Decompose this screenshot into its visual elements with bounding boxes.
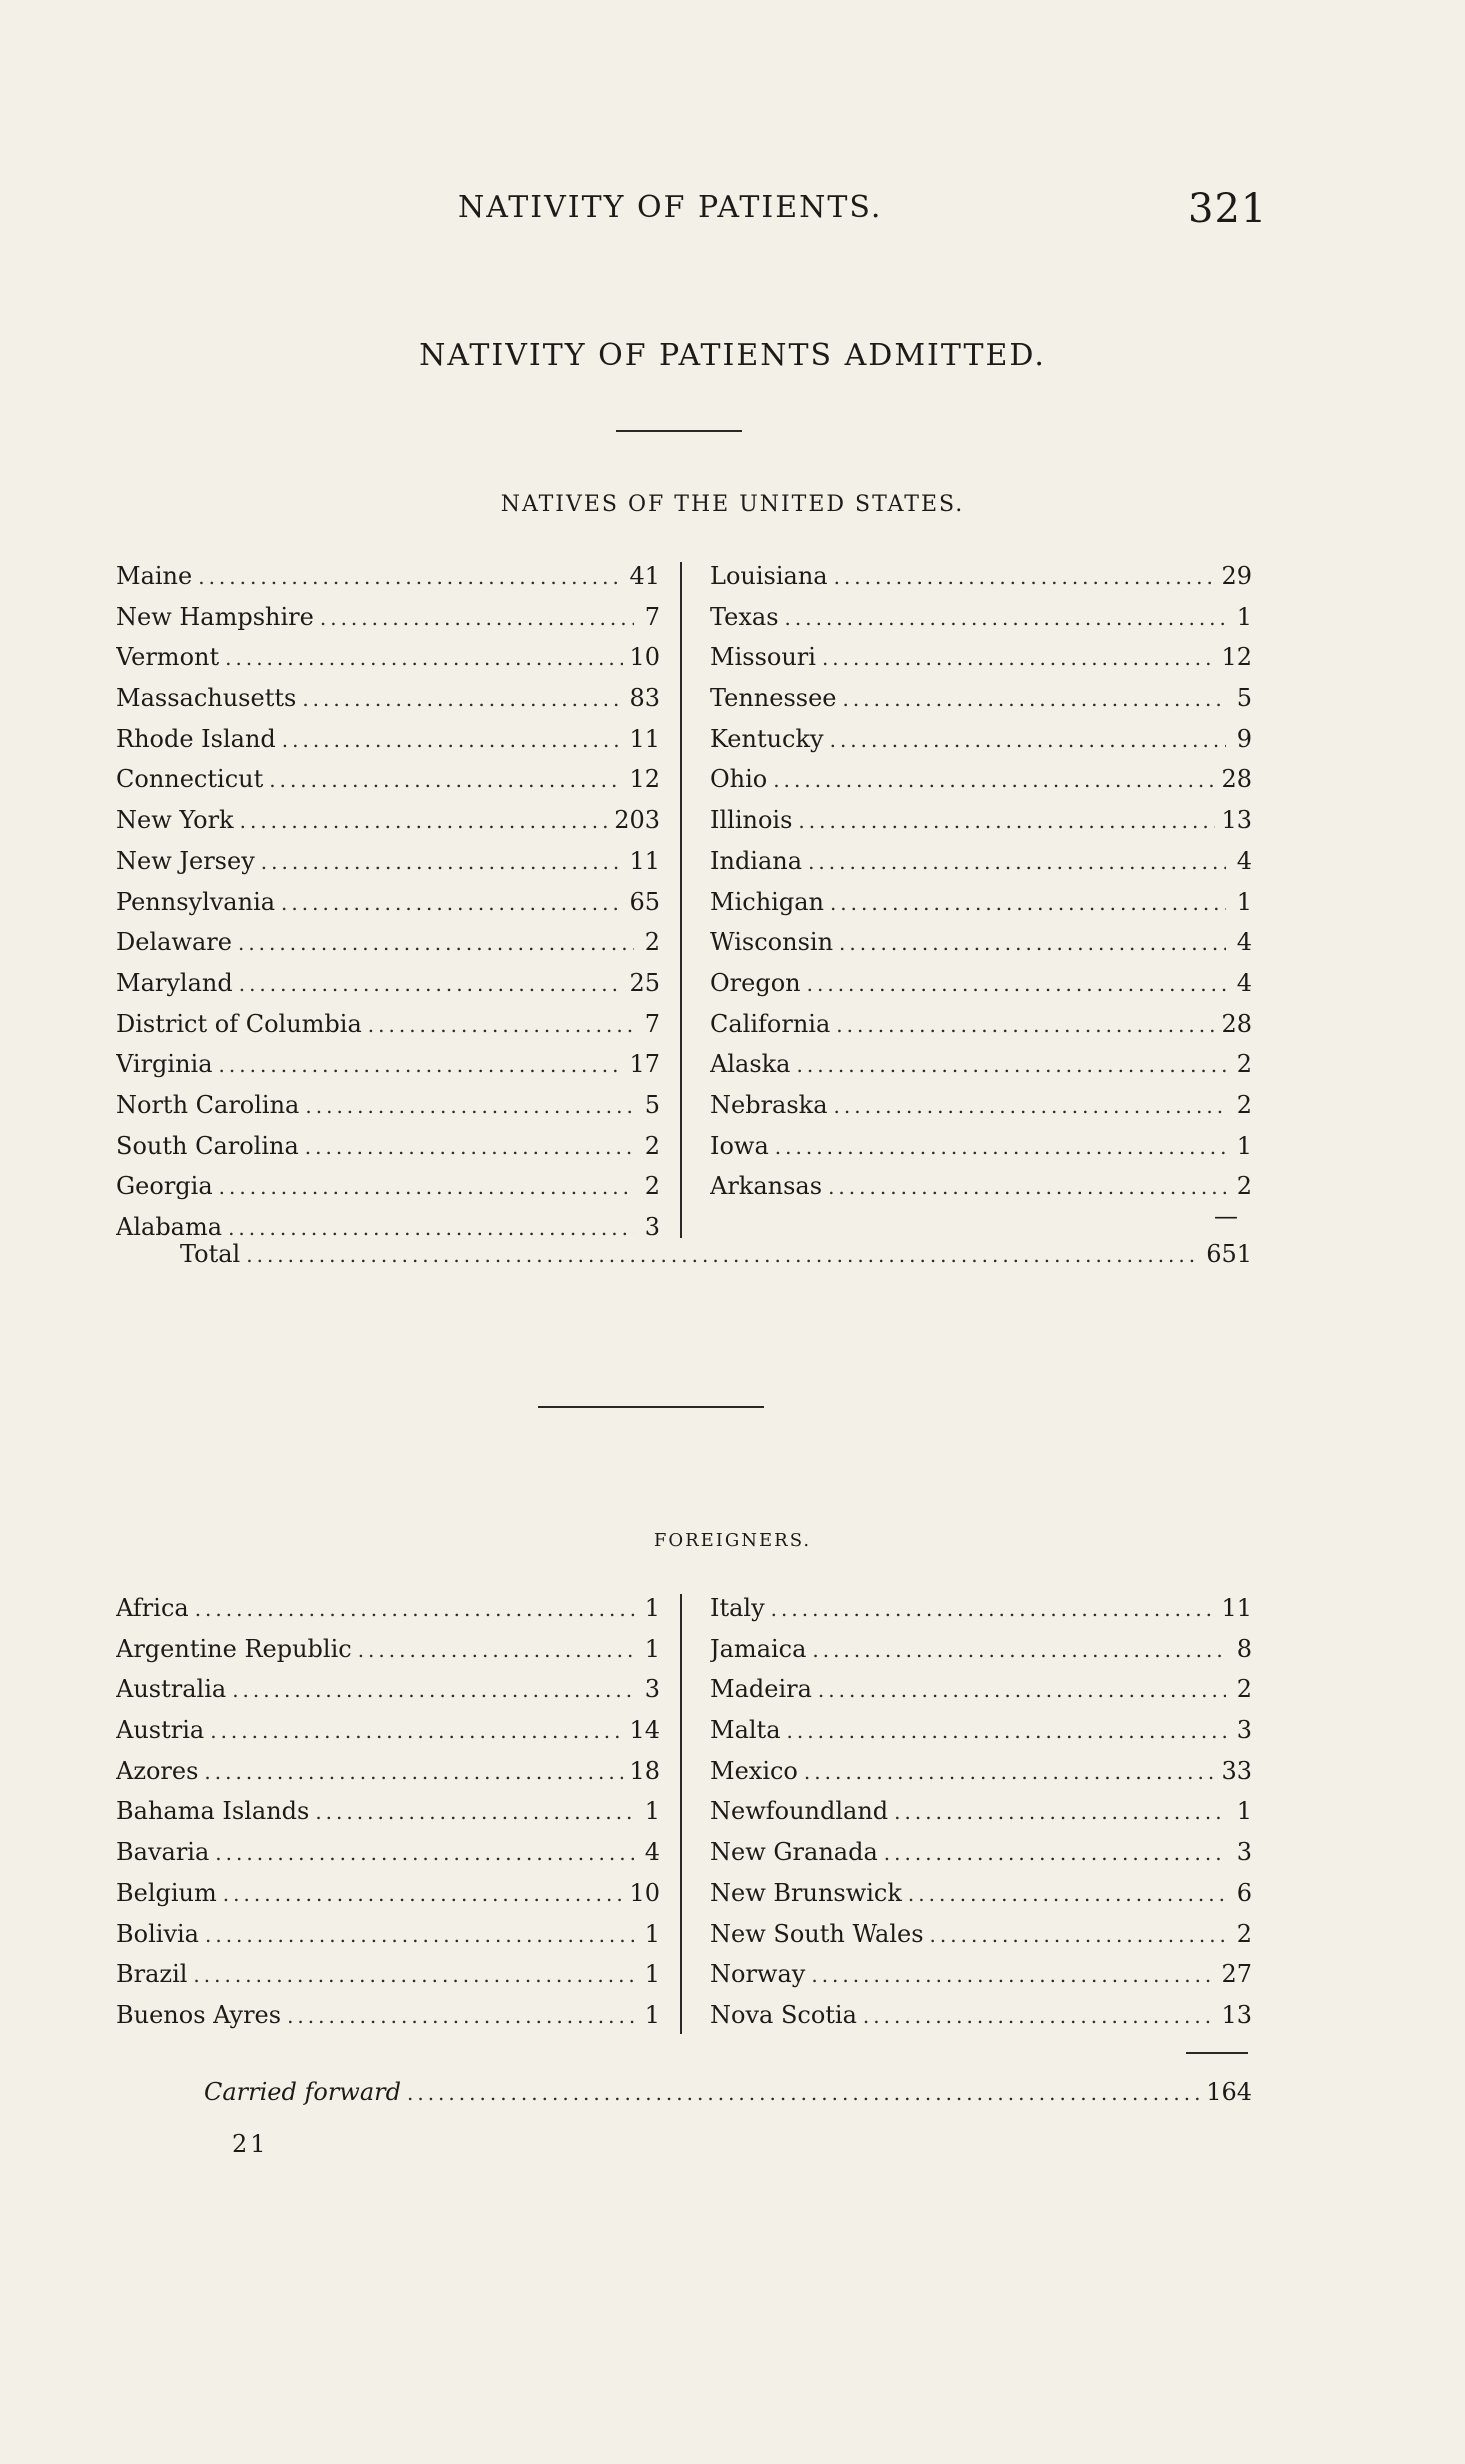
leader-dots — [320, 606, 634, 630]
patient-count: 11 — [629, 724, 660, 753]
leader-dots — [812, 1638, 1226, 1662]
place-name: Connecticut — [116, 765, 264, 794]
table-row — [116, 1838, 660, 1879]
place-name: Kentucky — [710, 724, 824, 753]
table-row — [116, 603, 660, 644]
leader-dots — [811, 1963, 1215, 1987]
table-row — [116, 1050, 660, 1091]
place-name: New York — [116, 806, 234, 835]
patient-count: 7 — [644, 602, 660, 631]
leader-dots — [830, 891, 1226, 915]
place-name: Jamaica — [710, 1634, 807, 1663]
natives-heading: NATIVES OF THE UNITED STATES. — [500, 492, 965, 517]
leader-dots — [302, 687, 623, 711]
table-row — [710, 725, 1252, 766]
leader-dots — [287, 2004, 634, 2028]
table-row — [710, 765, 1252, 806]
patient-count: 27 — [1221, 1960, 1252, 1989]
carried-value: 164 — [1206, 2078, 1252, 2106]
patient-count: 25 — [629, 968, 660, 997]
table-row — [710, 806, 1252, 847]
place-name: Mexico — [710, 1756, 798, 1785]
patient-count: 7 — [644, 1009, 660, 1038]
leader-dots — [796, 1053, 1226, 1077]
table-row — [710, 2001, 1252, 2042]
leader-dots — [884, 1841, 1226, 1865]
table-row — [710, 847, 1252, 888]
patient-count: 4 — [644, 1838, 660, 1867]
place-name: Africa — [116, 1594, 189, 1622]
patient-count: 33 — [1221, 1756, 1252, 1785]
leader-dots — [908, 1882, 1226, 1906]
table-row — [116, 725, 660, 766]
table-row — [116, 1757, 660, 1798]
table-row — [710, 1594, 1252, 1635]
table-row — [116, 1010, 660, 1051]
place-name: District of Columbia — [116, 1009, 362, 1038]
table-row — [710, 1757, 1252, 1798]
place-name: Rhode Island — [116, 724, 276, 753]
patient-count: 3 — [1236, 1716, 1252, 1745]
leader-dots — [193, 1963, 634, 1987]
patient-count: 2 — [644, 928, 660, 957]
place-name: Malta — [710, 1716, 781, 1745]
table-row — [710, 1050, 1252, 1091]
table-row — [710, 1960, 1252, 2001]
place-name: Belgium — [116, 1878, 217, 1907]
patient-count: 203 — [614, 806, 660, 835]
place-name: Austria — [116, 1716, 205, 1745]
leader-dots — [798, 809, 1215, 833]
section-rule — [538, 1406, 764, 1408]
place-name: Bolivia — [116, 1919, 199, 1948]
place-name: Oregon — [710, 968, 801, 997]
patient-count: 2 — [1236, 1919, 1252, 1948]
leader-dots — [787, 1719, 1226, 1743]
leader-dots — [834, 565, 1216, 589]
natives-left-column — [116, 562, 660, 1254]
leader-dots — [775, 1135, 1226, 1159]
table-row — [710, 643, 1252, 684]
leader-dots — [223, 1882, 624, 1906]
title-rule — [616, 430, 742, 432]
patient-count: 83 — [629, 684, 660, 713]
patient-count: 4 — [1236, 928, 1252, 957]
place-name: Michigan — [710, 887, 824, 916]
patient-count: 1 — [644, 1594, 660, 1622]
place-name: Alaska — [710, 1050, 791, 1079]
leader-dots — [225, 646, 623, 670]
patient-count: 1 — [1236, 1797, 1252, 1826]
leader-dots — [863, 2004, 1216, 2028]
patient-count: 1 — [1236, 1131, 1252, 1160]
place-name: Pennsylvania — [116, 887, 276, 916]
table-row — [710, 888, 1252, 929]
leader-dots — [822, 646, 1216, 670]
place-name: New Jersey — [116, 846, 255, 875]
leader-dots — [804, 1760, 1216, 1784]
place-name: Georgia — [116, 1172, 213, 1201]
place-name: Argentine Republic — [116, 1634, 352, 1663]
patient-count: 1 — [1236, 602, 1252, 631]
patient-count: 65 — [629, 887, 660, 916]
patient-count: 11 — [1221, 1594, 1252, 1622]
table-row — [710, 1091, 1252, 1132]
table-row — [116, 1635, 660, 1676]
leader-dots — [830, 728, 1226, 752]
table-row — [116, 1716, 660, 1757]
sum-dash: — — [1214, 1202, 1238, 1230]
leader-dots — [894, 1800, 1226, 1824]
place-name: New Brunswick — [710, 1878, 902, 1907]
place-name: Newfoundland — [710, 1797, 889, 1826]
foreigners-left-column — [116, 1594, 660, 2042]
leader-dots — [228, 1216, 634, 1240]
leader-dots — [215, 1841, 634, 1865]
table-row — [116, 1132, 660, 1173]
leader-dots — [219, 1175, 634, 1199]
patient-count: 9 — [1236, 724, 1252, 753]
place-name: Brazil — [116, 1960, 188, 1989]
table-row — [116, 1675, 660, 1716]
table-row — [710, 1675, 1252, 1716]
patient-count: 1 — [1236, 887, 1252, 916]
patient-count: 28 — [1221, 765, 1252, 794]
patient-count: 8 — [1236, 1634, 1252, 1663]
page-number: 321 — [1188, 186, 1268, 232]
leader-dots — [358, 1638, 634, 1662]
carried-forward-row — [204, 2078, 1252, 2119]
place-name: Maryland — [116, 968, 233, 997]
patient-count: 3 — [644, 1213, 660, 1241]
place-name: South Carolina — [116, 1131, 299, 1160]
place-name: Iowa — [710, 1131, 769, 1160]
place-name: California — [710, 1009, 831, 1038]
place-name: Maine — [116, 562, 193, 590]
patient-count: 1 — [644, 1960, 660, 1989]
table-row — [116, 1091, 660, 1132]
patient-count: 17 — [629, 1050, 660, 1079]
patient-count: 10 — [629, 643, 660, 672]
patient-count: 18 — [629, 1756, 660, 1785]
running-head: NATIVITY OF PATIENTS. — [458, 190, 883, 225]
place-name: Bahama Islands — [116, 1797, 310, 1826]
place-name: Louisiana — [710, 562, 828, 590]
place-name: New Hampshire — [116, 602, 314, 631]
patient-count: 13 — [1221, 806, 1252, 835]
table-row — [116, 969, 660, 1010]
place-name: Ohio — [710, 765, 768, 794]
leader-dots — [407, 2081, 1200, 2105]
foreigners-heading: FOREIGNERS. — [653, 1530, 812, 1551]
patient-count: 1 — [644, 1634, 660, 1663]
place-name: Massachusetts — [116, 684, 297, 713]
patient-count: 1 — [644, 1919, 660, 1948]
place-name: Missouri — [710, 643, 816, 672]
leader-dots — [771, 1597, 1216, 1621]
place-name: Alabama — [116, 1213, 223, 1241]
place-name: New South Wales — [710, 1919, 924, 1948]
table-row — [116, 888, 660, 929]
total-label: Total — [180, 1240, 241, 1268]
leader-dots — [232, 1678, 634, 1702]
natives-total-row — [180, 1240, 1252, 1281]
leader-dots — [930, 1923, 1226, 1947]
place-name: Norway — [710, 1960, 806, 1989]
carried-label: Carried forward — [204, 2078, 401, 2106]
patient-count: 2 — [1236, 1050, 1252, 1079]
leader-dots — [246, 1243, 1200, 1267]
leader-dots — [315, 1800, 634, 1824]
place-name: Virginia — [116, 1050, 213, 1079]
leader-dots — [839, 931, 1226, 955]
signature-mark: 21 — [232, 2130, 269, 2158]
patient-count: 12 — [1221, 643, 1252, 672]
table-row — [710, 969, 1252, 1010]
leader-dots — [828, 1175, 1226, 1199]
leader-dots — [195, 1597, 634, 1621]
patient-count: 4 — [1236, 968, 1252, 997]
place-name: Arkansas — [710, 1172, 823, 1201]
leader-dots — [305, 1135, 634, 1159]
place-name: Australia — [116, 1675, 227, 1704]
table-row — [116, 806, 660, 847]
patient-count: 14 — [629, 1716, 660, 1745]
leader-dots — [773, 768, 1215, 792]
place-name: Texas — [710, 602, 779, 631]
table-row — [710, 1716, 1252, 1757]
leader-dots — [785, 606, 1226, 630]
place-name: Azores — [116, 1756, 199, 1785]
natives-right-column — [710, 562, 1252, 1213]
patient-count: 2 — [1236, 1172, 1252, 1201]
leader-dots — [305, 1094, 634, 1118]
patient-count: 41 — [629, 562, 660, 590]
leader-dots — [843, 687, 1226, 711]
table-row — [710, 684, 1252, 725]
patient-count: 1 — [644, 2000, 660, 2029]
place-name: New Granada — [710, 1838, 878, 1867]
table-row — [116, 928, 660, 969]
table-row — [710, 1172, 1252, 1213]
table-row — [116, 847, 660, 888]
table-row — [710, 1920, 1252, 1961]
patient-count: 10 — [629, 1878, 660, 1907]
table-row — [710, 1010, 1252, 1051]
natives-column-divider — [680, 562, 682, 1238]
foreigners-column-divider — [680, 1594, 682, 2034]
table-row — [116, 1797, 660, 1838]
leader-dots — [269, 768, 623, 792]
table-row — [116, 1172, 660, 1213]
place-name: Wisconsin — [710, 928, 834, 957]
patient-count: 3 — [644, 1675, 660, 1704]
leader-dots — [282, 728, 624, 752]
leader-dots — [808, 850, 1226, 874]
patient-count: 2 — [1236, 1090, 1252, 1119]
patient-count: 4 — [1236, 846, 1252, 875]
leader-dots — [219, 1053, 624, 1077]
place-name: Madeira — [710, 1675, 812, 1704]
patient-count: 5 — [1236, 684, 1252, 713]
table-row — [116, 1594, 660, 1635]
table-row — [116, 684, 660, 725]
place-name: Tennessee — [710, 684, 837, 713]
table-row — [710, 1132, 1252, 1173]
leader-dots — [818, 1678, 1226, 1702]
leader-dots — [210, 1719, 623, 1743]
place-name: Delaware — [116, 928, 232, 957]
patient-count: 11 — [629, 846, 660, 875]
patient-count: 2 — [644, 1131, 660, 1160]
patient-count: 29 — [1221, 562, 1252, 590]
table-row — [710, 1797, 1252, 1838]
carried-sum-rule — [1186, 2052, 1248, 2054]
place-name: Nebraska — [710, 1090, 828, 1119]
table-row — [710, 603, 1252, 644]
patient-count: 2 — [1236, 1675, 1252, 1704]
leader-dots — [239, 972, 624, 996]
place-name: Illinois — [710, 806, 793, 835]
foreigners-right-column — [710, 1594, 1252, 2042]
leader-dots — [198, 565, 623, 589]
place-name: North Carolina — [116, 1090, 300, 1119]
place-name: Vermont — [116, 643, 220, 672]
table-row — [116, 2001, 660, 2042]
patient-count: 13 — [1221, 2000, 1252, 2029]
leader-dots — [836, 1013, 1215, 1037]
leader-dots — [834, 1094, 1226, 1118]
place-name: Bavaria — [116, 1838, 210, 1867]
table-row — [116, 1920, 660, 1961]
place-name: Buenos Ayres — [116, 2000, 282, 2029]
place-name: Indiana — [710, 846, 803, 875]
leader-dots — [240, 809, 609, 833]
leader-dots — [807, 972, 1226, 996]
leader-dots — [204, 1760, 623, 1784]
table-row — [710, 928, 1252, 969]
patient-count: 2 — [644, 1172, 660, 1201]
patient-count: 12 — [629, 765, 660, 794]
leader-dots — [368, 1013, 634, 1037]
place-name: Italy — [710, 1594, 765, 1622]
table-row — [116, 765, 660, 806]
patient-count: 1 — [644, 1797, 660, 1826]
patient-count: 5 — [644, 1090, 660, 1119]
table-row — [116, 643, 660, 684]
leader-dots — [238, 931, 634, 955]
patient-count: 28 — [1221, 1009, 1252, 1038]
leader-dots — [205, 1923, 634, 1947]
patient-count: 6 — [1236, 1878, 1252, 1907]
patient-count: 3 — [1236, 1838, 1252, 1867]
leader-dots — [261, 850, 624, 874]
total-value: 651 — [1206, 1240, 1252, 1268]
table-row — [116, 562, 660, 603]
table-row — [116, 1960, 660, 2001]
table-row — [116, 1879, 660, 1920]
place-name: Nova Scotia — [710, 2000, 857, 2029]
table-row — [710, 562, 1252, 603]
page-title: NATIVITY OF PATIENTS ADMITTED. — [419, 338, 1046, 373]
table-row — [710, 1838, 1252, 1879]
table-row — [710, 1879, 1252, 1920]
table-row — [710, 1635, 1252, 1676]
leader-dots — [281, 891, 623, 915]
